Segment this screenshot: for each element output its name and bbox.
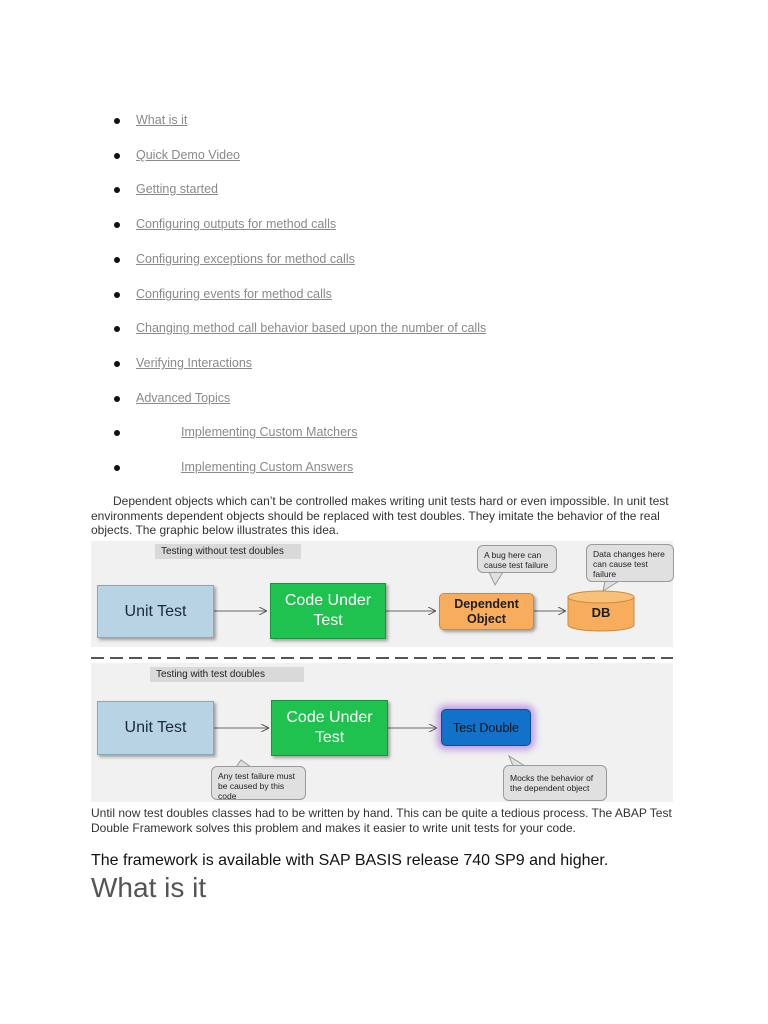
toc-link-verifying-interactions[interactable]: Verifying Interactions (136, 356, 253, 370)
toc-link-custom-matchers[interactable]: Implementing Custom Matchers (181, 425, 358, 439)
toc-link-getting-started[interactable]: Getting started (136, 182, 218, 196)
bullet (114, 326, 120, 332)
callout-bug: A bug here can cause test failure (477, 545, 557, 573)
bullet (114, 292, 120, 298)
toc-link-changing-behavior[interactable]: Changing method call behavior based upon the number of calls (136, 321, 487, 335)
bullet (114, 396, 120, 402)
toc-link-advanced-topics[interactable]: Advanced Topics (136, 391, 231, 405)
bullet (114, 465, 120, 471)
toc-link-quick-demo-video[interactable]: Quick Demo Video (136, 148, 240, 162)
bullet (114, 118, 120, 124)
bullet (114, 187, 120, 193)
toc-link-configuring-outputs[interactable]: Configuring outputs for method calls (136, 217, 337, 231)
bullet (114, 430, 120, 436)
toc-link-what-is-it[interactable]: What is it (136, 113, 188, 127)
unit-test-box-top: Unit Test (97, 585, 214, 638)
caption-with-doubles: Testing with test doubles (150, 667, 304, 682)
callout-test-failure: Any test failure must be caused by this code (211, 766, 306, 800)
test-doubles-figure (91, 541, 673, 802)
bullet (114, 153, 120, 159)
code-under-test-box-top: Code Under Test (270, 583, 386, 639)
availability-note: The framework is available with SAP BASIS release 740 SP9 and higher. (91, 852, 609, 869)
bullet (114, 257, 120, 263)
intro-text: Dependent objects which can’t be controlled makes writing unit tests hard or even impossible. In unit test environments dependent objects should be replaced with test doubles. They imitate the behavior of the real objects. The graphic below illustrates this idea. (91, 494, 669, 537)
callout-data-tail (603, 581, 619, 591)
outro-paragraph: Until now test doubles classes had to be written by hand. This can be quite a tedious process. The ABAP Test Double Framework solves this problem and makes it easier to write unit tests for your code. (91, 806, 672, 835)
section-heading: What is it (91, 872, 207, 903)
test-double-box: Test Double (441, 709, 531, 746)
unit-test-box-bottom: Unit Test (97, 701, 214, 755)
callout-data-changes: Data changes here can cause test failure (586, 544, 674, 582)
toc-link-configuring-exceptions[interactable]: Configuring exceptions for method calls (136, 252, 355, 266)
toc-link-custom-answers[interactable]: Implementing Custom Answers (181, 460, 354, 474)
dependent-object-box: Dependent Object (439, 593, 534, 630)
callout-mocks-behavior: Mocks the behavior of the dependent object (503, 765, 607, 801)
caption-without-doubles: Testing without test doubles (155, 544, 301, 559)
intro-paragraph (91, 494, 681, 538)
db-label: DB (591, 605, 611, 620)
bullet (114, 222, 120, 228)
toc-link-configuring-events[interactable]: Configuring events for method calls (136, 287, 332, 301)
bullet (114, 361, 120, 367)
callout-bug-tail (489, 572, 503, 585)
code-under-test-box-bottom: Code Under Test (271, 700, 388, 756)
